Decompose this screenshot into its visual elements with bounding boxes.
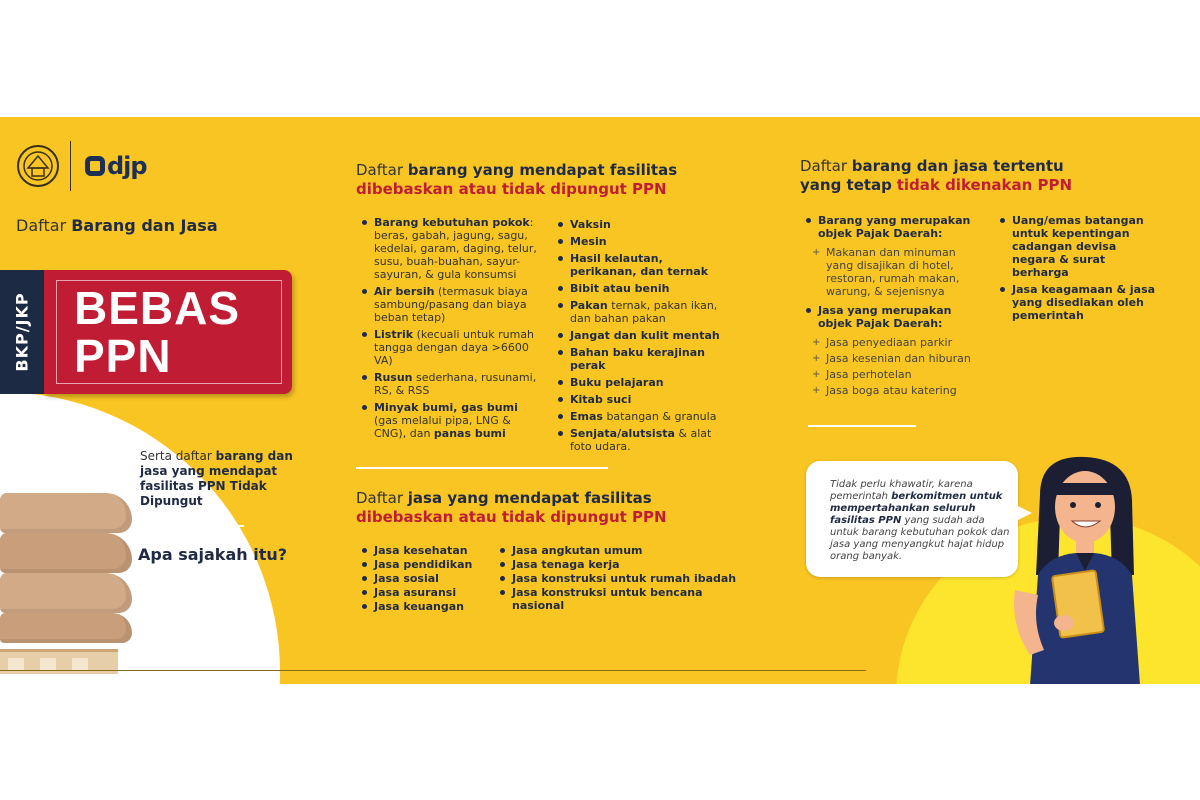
divider-line (140, 525, 244, 527)
list-item: Pakan ternak, pakan ikan, dan bahan pakan (556, 299, 732, 325)
list-item: Minyak bumi, gas bumi (gas melalui pipa, LNG & CNG), dan panas bumi (360, 401, 542, 440)
list-item: Bibit atau benih (556, 282, 732, 295)
logo-row (16, 141, 147, 191)
list-item: Jasa konstruksi untuk bencana nasional (498, 586, 758, 612)
logo-divider (70, 141, 71, 191)
djp-logo-text: djp (107, 152, 147, 180)
list-item: Barang yang merupakan objek Pajak Daerah: (804, 214, 982, 240)
sub-list-item: + Jasa boga atau katering (804, 384, 982, 397)
list-item: Emas batangan & granula (556, 410, 732, 423)
divider-line (356, 467, 608, 469)
list-item: Jasa sosial (360, 572, 500, 585)
list-item: Air bersih (termasuk biaya sambung/pasang dan biaya beban tetap) (360, 285, 542, 324)
sacks-illustration (0, 489, 140, 659)
list-item: Jasa pendidikan (360, 558, 500, 571)
jasa-list-col1 (360, 544, 500, 614)
list-item: Jasa yang merupakan objek Pajak Daerah: (804, 304, 982, 330)
sack-icon (0, 493, 132, 533)
sub-list-item: + Jasa penyediaan parkir (804, 336, 982, 349)
sack-icon (0, 613, 132, 643)
list-item: Jangat dan kulit mentah (556, 329, 732, 342)
list-item: Senjata/alutsista & alat foto udara. (556, 427, 732, 453)
sub-list-item: + Jasa kesenian dan hiburan (804, 352, 982, 365)
list-item: Jasa tenaga kerja (498, 558, 758, 571)
list-item: Listrik (kecuali untuk rumah tangga dengan daya >6600 VA) (360, 328, 542, 367)
title-card (44, 270, 292, 394)
list-item: Jasa angkutan umum (498, 544, 758, 557)
barang-list-col1 (360, 216, 542, 444)
list-item: Mesin (556, 235, 732, 248)
subtitle: Daftar Barang dan Jasa (16, 216, 218, 235)
serta-text: Serta daftar barang dan jasa yang mendapat fasilitas PPN Tidak Dipungut (140, 449, 293, 508)
list-item: Jasa keagamaan & jasa yang disediakan oleh pemerintah (998, 283, 1158, 322)
sub-list-item: + Makanan dan minuman yang disajikan di hotel, restoran, rumah makan, warung, & sejenisnya (804, 246, 982, 298)
side-tab-label: BKP/JKP (12, 292, 32, 372)
list-item: Vaksin (556, 218, 732, 231)
sack-icon (0, 573, 132, 613)
barang-section-title: Daftar barang yang mendapat fasilitas dibebaskan atau tidak dipungut PPN (356, 161, 678, 198)
bottom-divider (0, 670, 866, 671)
jasa-section-title: Daftar jasa yang mendapat fasilitas dibebaskan atau tidak dipungut PPN (356, 489, 667, 526)
question-text: Apa sajakah itu? (138, 545, 288, 564)
sub-list-item: + Jasa perhotelan (804, 368, 982, 381)
side-tab (0, 270, 44, 394)
list-item: Jasa konstruksi untuk rumah ibadah (498, 572, 758, 585)
tertentu-col2 (998, 214, 1158, 326)
list-item: Kitab suci (556, 393, 732, 406)
list-item: Bahan baku kerajinan perak (556, 346, 732, 372)
list-item: Jasa kesehatan (360, 544, 500, 557)
list-item: Buku pelajaran (556, 376, 732, 389)
tertentu-section-title: Daftar barang dan jasa tertentu yang tetap tidak dikenakan PPN (800, 157, 1073, 194)
woman-illustration-icon (1010, 455, 1160, 684)
djp-logo (85, 152, 147, 180)
jasa-list-col2 (498, 544, 758, 613)
list-item: Jasa asuransi (360, 586, 500, 599)
list-item: Rusun sederhana, rusunami, RS, & RSS (360, 371, 542, 397)
speech-bubble (806, 461, 1018, 577)
tertentu-col1 (804, 214, 982, 403)
kemenkeu-emblem-icon (16, 144, 60, 188)
list-item: Hasil kelautan, perikanan, dan ternak (556, 252, 732, 278)
barang-list-col2 (556, 218, 732, 457)
list-item: Jasa keuangan (360, 600, 500, 613)
sack-icon (0, 533, 132, 573)
page-title: BEBAS PPN (74, 282, 241, 382)
djp-mark-icon (85, 156, 105, 176)
speech-bubble-text: Tidak perlu khawatir, karena pemerintah berkomitmen untuk mempertahankan seluruh fasilitas PPN yang sudah ada untuk barang kebutuhan pokok dan jasa yang menyangkut hajat hidup orang banyak. (830, 479, 1010, 562)
sub-list (804, 246, 982, 298)
divider-line (808, 425, 916, 427)
banner (0, 117, 1200, 684)
sub-list (804, 336, 982, 397)
list-item: Uang/emas batangan untuk kepentingan cadangan devisa negara & surat berharga (998, 214, 1158, 279)
list-item: Barang kebutuhan pokok: beras, gabah, jagung, sagu, kedelai, garam, daging, telur, susu, buah-buahan, sayur-sayuran, & gula konsumsi (360, 216, 542, 281)
